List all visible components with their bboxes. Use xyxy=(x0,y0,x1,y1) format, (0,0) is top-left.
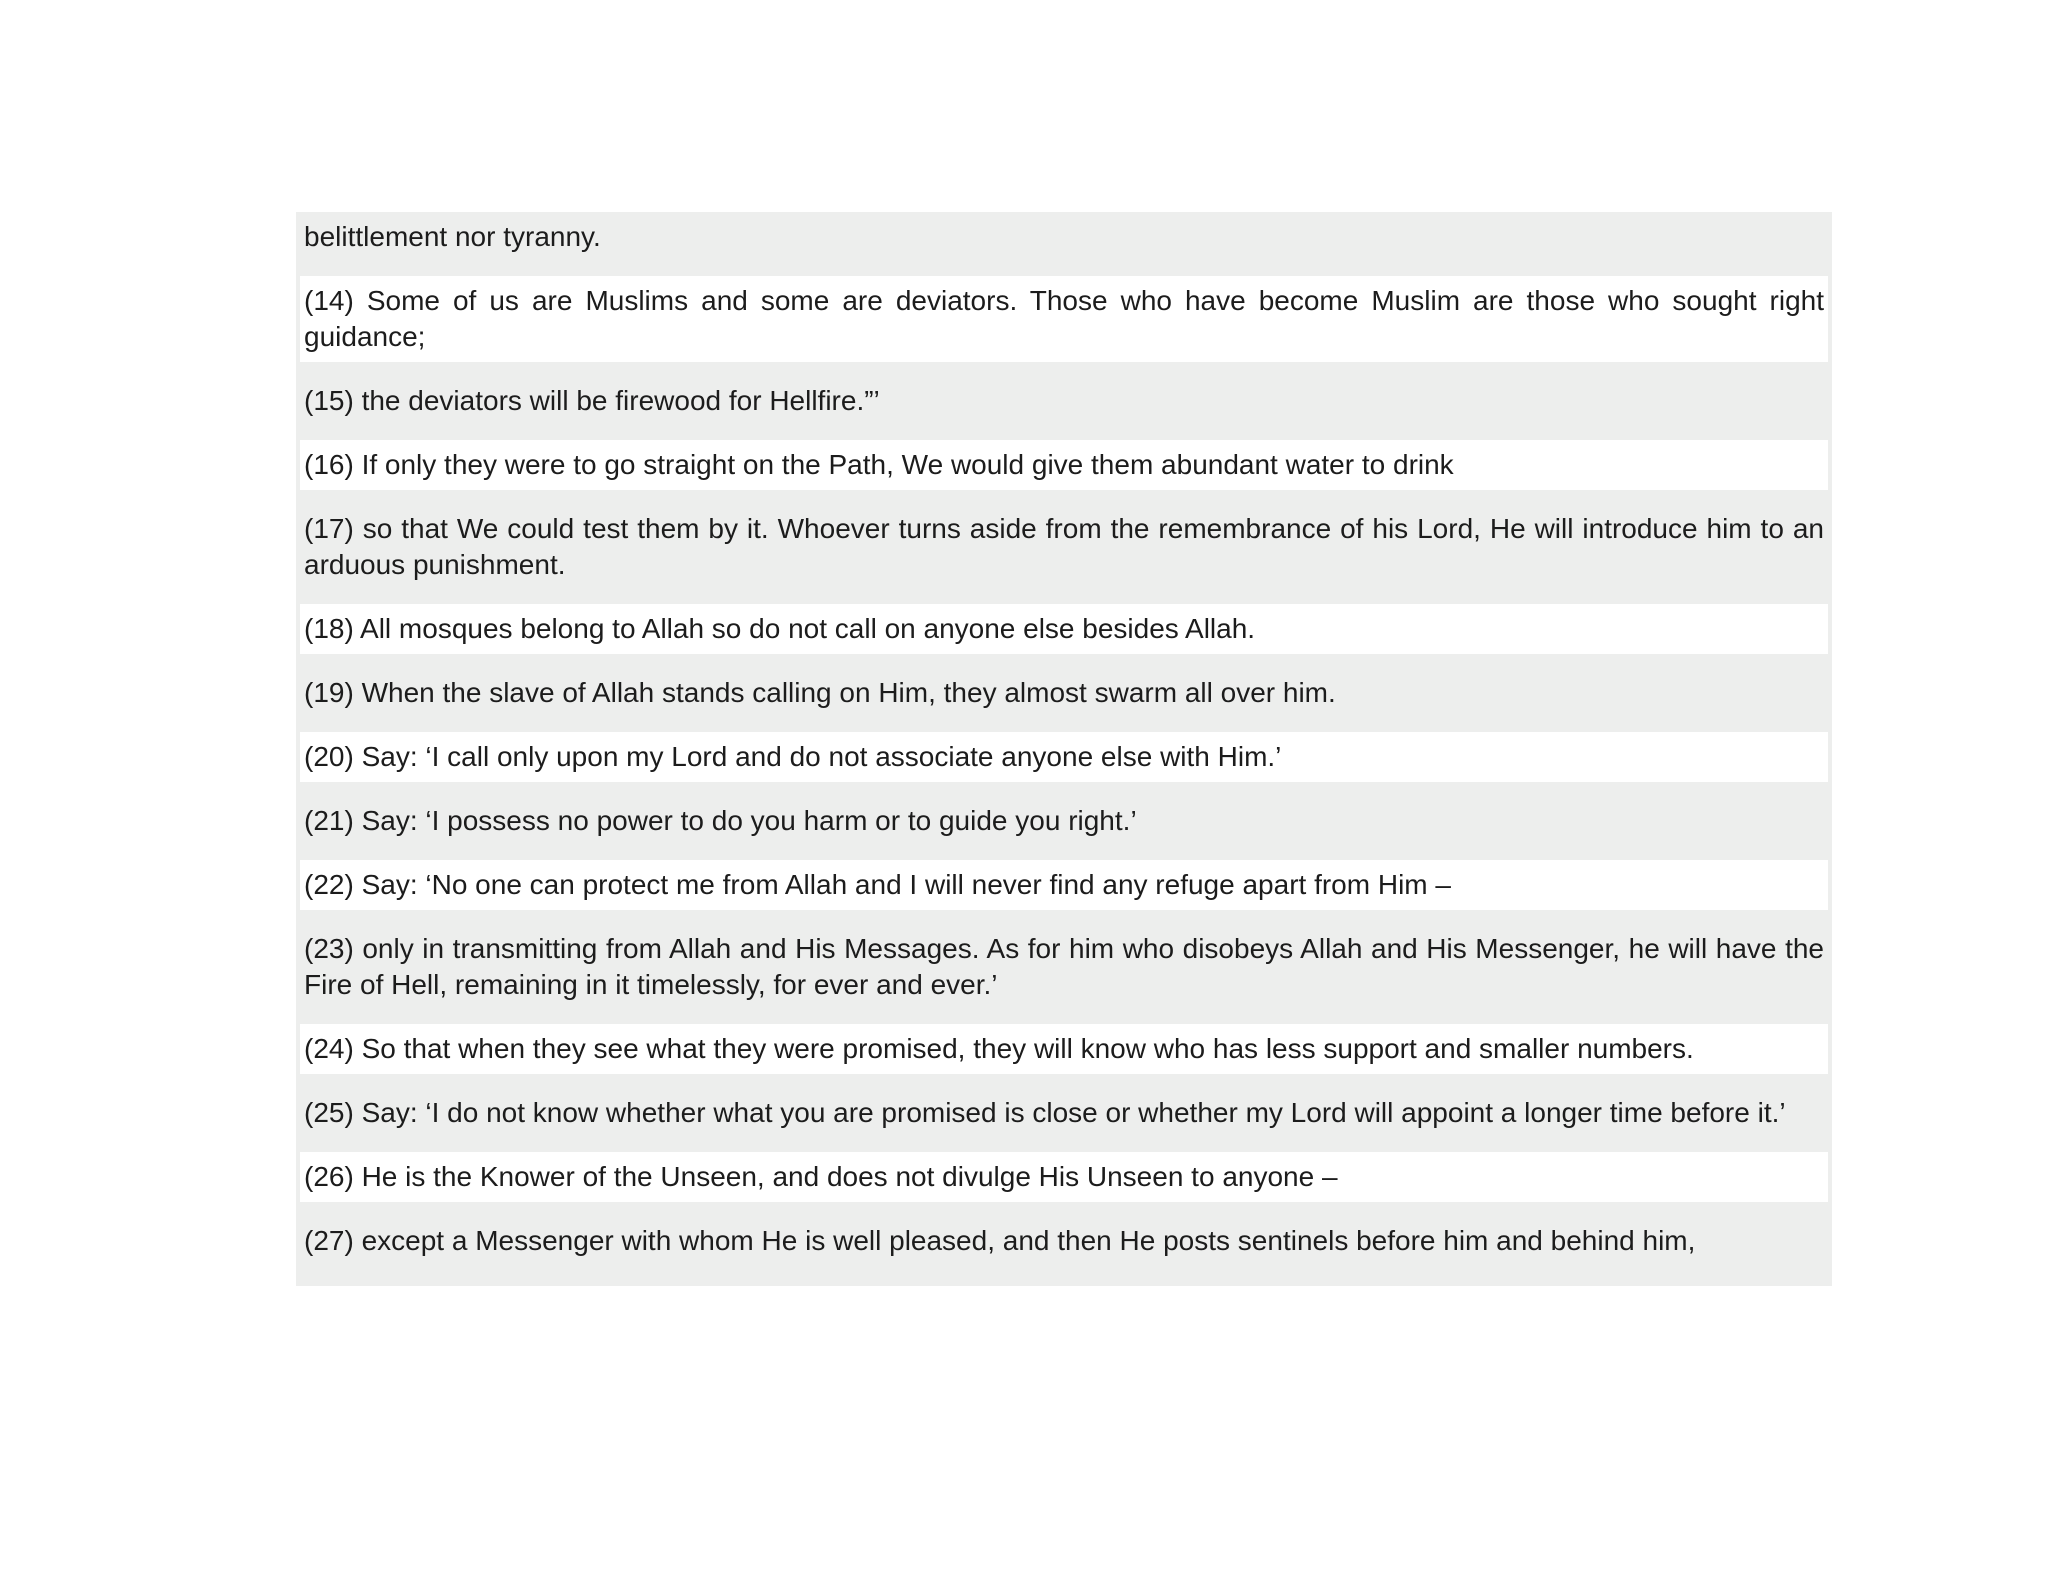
verse-paragraph: (15) the deviators will be firewood for Hellfire.”’ xyxy=(304,385,880,416)
verse-paragraph: (25) Say: ‘I do not know whether what you are promised is close or whether my Lord will appoint a longer time before it.’ xyxy=(304,1097,1786,1128)
verse-paragraph: (19) When the slave of Allah stands calling on Him, they almost swarm all over him. xyxy=(304,677,1336,708)
verse-block xyxy=(296,212,1832,1286)
verse-paragraph: (16) If only they were to go straight on the Path, We would give them abundant water to drink xyxy=(300,440,1828,490)
verse-paragraph: (27) except a Messenger with whom He is well pleased, and then He posts sentinels before him and behind him, xyxy=(304,1225,1696,1256)
verse-paragraph: (23) only in transmitting from Allah and His Messages. As for him who disobeys Allah and His Messenger, he will have the Fire of Hell, remaining in it timelessly, for ever and ever.’ xyxy=(304,933,1824,1000)
verse-paragraph: (21) Say: ‘I possess no power to do you harm or to guide you right.’ xyxy=(304,805,1137,836)
verse-paragraph: (14) Some of us are Muslims and some are deviators. Those who have become Muslim are those who sought right guidance; xyxy=(300,276,1828,362)
verse-paragraph: (17) so that We could test them by it. Whoever turns aside from the remembrance of his Lord, He will introduce him to an arduous punishment. xyxy=(304,513,1824,580)
verse-paragraph: belittlement nor tyranny. xyxy=(304,221,601,252)
verse-paragraph: (20) Say: ‘I call only upon my Lord and do not associate anyone else with Him.’ xyxy=(300,732,1828,782)
verse-paragraph: (24) So that when they see what they were promised, they will know who has less support and smaller numbers. xyxy=(300,1024,1828,1074)
verse-paragraph: (18) All mosques belong to Allah so do not call on anyone else besides Allah. xyxy=(300,604,1828,654)
verse-paragraph: (26) He is the Knower of the Unseen, and does not divulge His Unseen to anyone – xyxy=(300,1152,1828,1202)
verse-paragraph: (22) Say: ‘No one can protect me from Allah and I will never find any refuge apart from Him – xyxy=(300,860,1828,910)
